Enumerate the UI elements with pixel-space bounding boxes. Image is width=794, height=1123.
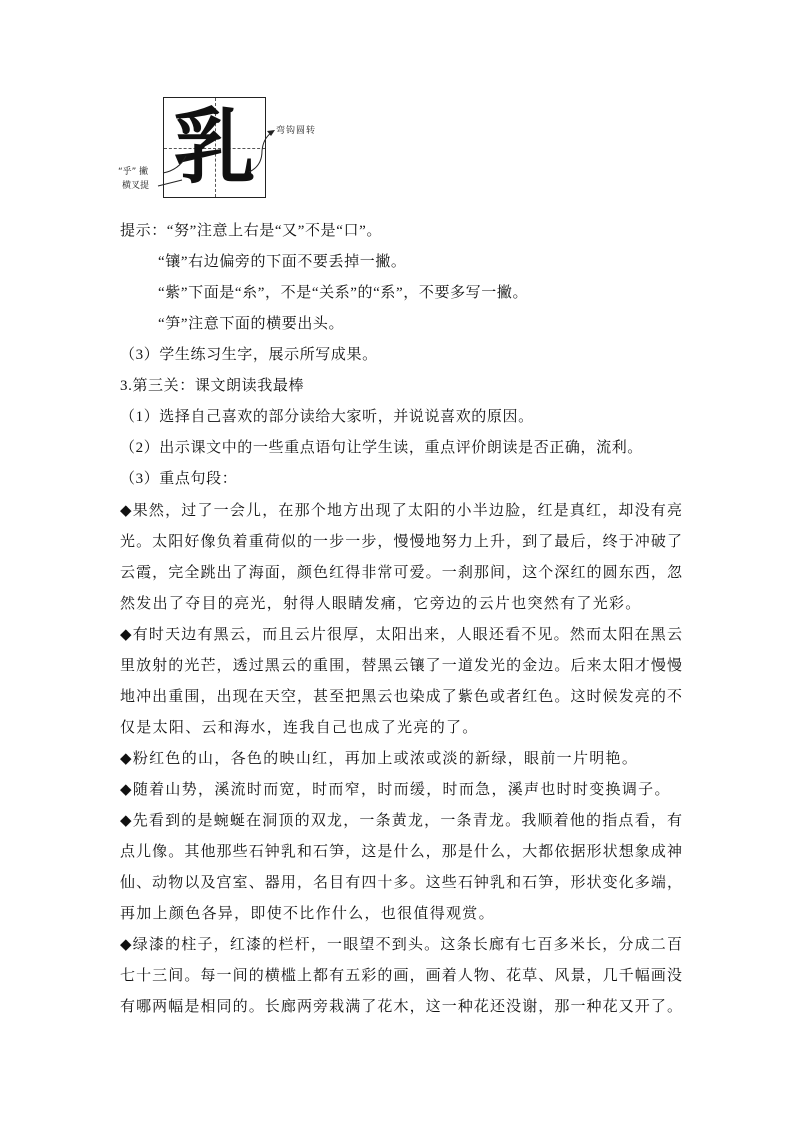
- calligraphy-grid-box: [163, 97, 266, 198]
- section-title-level3: 3.第三关：课文朗读我最棒: [120, 378, 305, 394]
- passage-4: [120, 774, 682, 805]
- annotation-hook: 弯钩圆转: [276, 126, 317, 136]
- passage-6: [120, 929, 682, 1022]
- passage-3: [120, 743, 682, 774]
- hint-line: 提示：“努”注意上右是“又”不是“口”。: [120, 223, 382, 239]
- passage-line: ◆随着山势，溪流时而宽，时而窄，时而缓，时而急，溪声也时时变换调子。: [120, 780, 671, 798]
- step-item-2: （2）出示课文中的一些重点语句让学生读，重点评价朗读是否正确，流利。: [120, 440, 643, 456]
- annotation-left-lift: 横叉提: [122, 181, 150, 191]
- passage-line: ◆果然，过了一会儿，在那个地方出现了太阳的小半边脸，红是真红，却没有亮: [120, 501, 682, 519]
- passage-2: [120, 619, 682, 743]
- step-item-3: （3）重点句段：: [120, 471, 238, 487]
- passage-line: 光。太阳好像负着重荷似的一步一步，慢慢地努力上升，到了最后，终于冲破了: [120, 532, 682, 550]
- passage-line: 点儿像。其他那些石钟乳和石笋，这是什么，那是什么，大都依据形状想象成神: [120, 842, 682, 860]
- passage-line: 云霞，完全跳出了海面，颜色红得非常可爱。一刹那间，这个深红的圆东西，忽: [120, 563, 682, 581]
- annotation-left-stroke: “乎” 撇: [118, 167, 149, 177]
- passage-line: ◆粉红色的山，各色的映山红，再加上或浓或淡的新绿，眼前一片明艳。: [120, 749, 639, 767]
- passage-line: 有哪两幅是相同的。长廊两旁栽满了花木，这一种花还没谢，那一种花又开了。: [120, 997, 682, 1015]
- passage-line: 地冲出重围，出现在天空，甚至把黑云也染成了紫色或者红色。这时候发亮的不: [120, 687, 682, 705]
- passage-line: 仙、动物以及宫室、器用，名目有四十多。这些石钟乳和石笋，形状变化多端，: [120, 873, 682, 891]
- step-practice: （3）学生练习生字，展示所写成果。: [120, 347, 378, 363]
- step-item-1: （1）选择自己喜欢的部分读给大家听，并说说喜欢的原因。: [120, 409, 534, 425]
- document-body: [120, 216, 682, 1022]
- hook-arrowhead: [267, 130, 275, 136]
- passage-line: 里放射的光芒，透过黑云的重围，替黑云镶了一道发光的金边。后来太阳才慢慢: [120, 656, 682, 674]
- calligraphy-character: 乳: [173, 99, 256, 195]
- passage-line: 再加上颜色各异，即使不比作什么，也很值得观赏。: [120, 904, 495, 922]
- passage-5: [120, 805, 682, 929]
- passage-line: 然发出了夺目的亮光，射得人眼睛发痛，它旁边的云片也突然有了光彩。: [120, 594, 642, 612]
- hint-line: “紫”下面是“糸”，不是“关系”的“系”，不要多写一撇。: [158, 285, 529, 301]
- passage-line: 仅是太阳、云和海水，连我自己也成了光亮的了。: [120, 718, 479, 736]
- passage-line: ◆绿漆的柱子，红漆的栏杆，一眼望不到头。这条长廊有七百多米长，分成二百: [120, 935, 682, 953]
- hint-line: “镶”右边偏旁的下面不要丢掉一撇。: [158, 254, 407, 270]
- passage-line: 七十三间。每一间的横槛上都有五彩的画，画着人物、花草、风景，几千幅画没: [120, 966, 682, 984]
- passage-line: ◆先看到的是蜿蜒在洞顶的双龙，一条黄龙，一条青龙。我顺着他的指点看，有: [120, 811, 682, 829]
- passage-line: ◆有时天边有黑云，而且云片很厚，太阳出来，人眼还看不见。然而太阳在黑云: [120, 625, 682, 643]
- passage-1: [120, 495, 682, 619]
- annotation-lines: [0, 0, 794, 210]
- hint-line: “笋”注意下面的横要出头。: [158, 316, 345, 332]
